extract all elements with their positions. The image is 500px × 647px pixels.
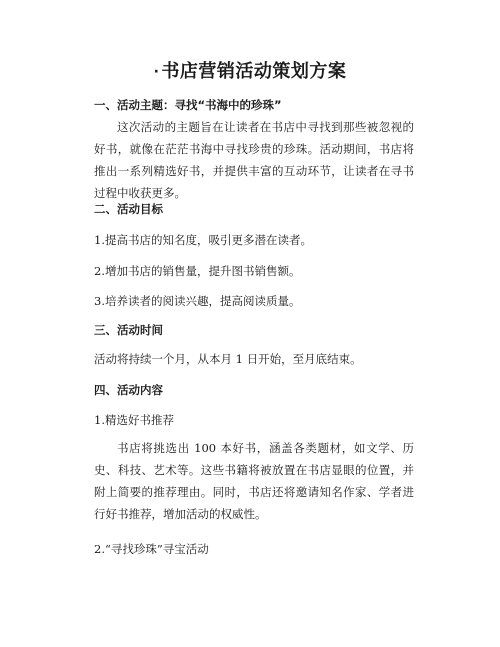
document-title	[0, 60, 500, 84]
content-sub1-title: 1.精选好书推荐	[94, 413, 174, 427]
content-sub1-paragraph: 书店将挑选出 100 本好书，涵盖各类题材，如文学、历史、科技、艺术等。这些书籍将被放置在书店显眼的位置，并附上简要的推荐理由。同时，书店还将邀请知名作家、学者进行好书推荐，增加活动的权威性。	[94, 441, 414, 521]
title-mark: ·	[153, 64, 160, 80]
section-heading-content: 四、活动内容	[94, 383, 163, 397]
section-heading-theme: 一、活动主题：寻找“书海中的珍珠”	[94, 98, 282, 112]
theme-paragraph: 这次活动的主题旨在让读者在书店中寻找到那些被忽视的好书，就像在茫茫书海中寻找珍贵的珍珠。活动期间，书店将推出一系列精选好书，并提供丰富的互动环节，让读者在寻书过程中收获更多。	[94, 120, 414, 200]
goal-item-1: 1.提高书店的知名度，吸引更多潜在读者。	[94, 233, 312, 247]
content-sub2-title: 2.“寻找珍珠”寻宝活动	[94, 542, 209, 556]
section-heading-goals: 二、活动目标	[94, 202, 163, 216]
section-heading-time: 三、活动时间	[94, 323, 163, 337]
goal-item-2: 2.增加书店的销售量，提升图书销售额。	[94, 264, 301, 278]
time-paragraph: 活动将持续一个月，从本月 1 日开始，至月底结束。	[94, 352, 362, 366]
goal-item-3: 3.培养读者的阅读兴趣，提高阅读质量。	[94, 294, 301, 308]
document-title-text: 书店营销活动策划方案	[161, 61, 347, 82]
